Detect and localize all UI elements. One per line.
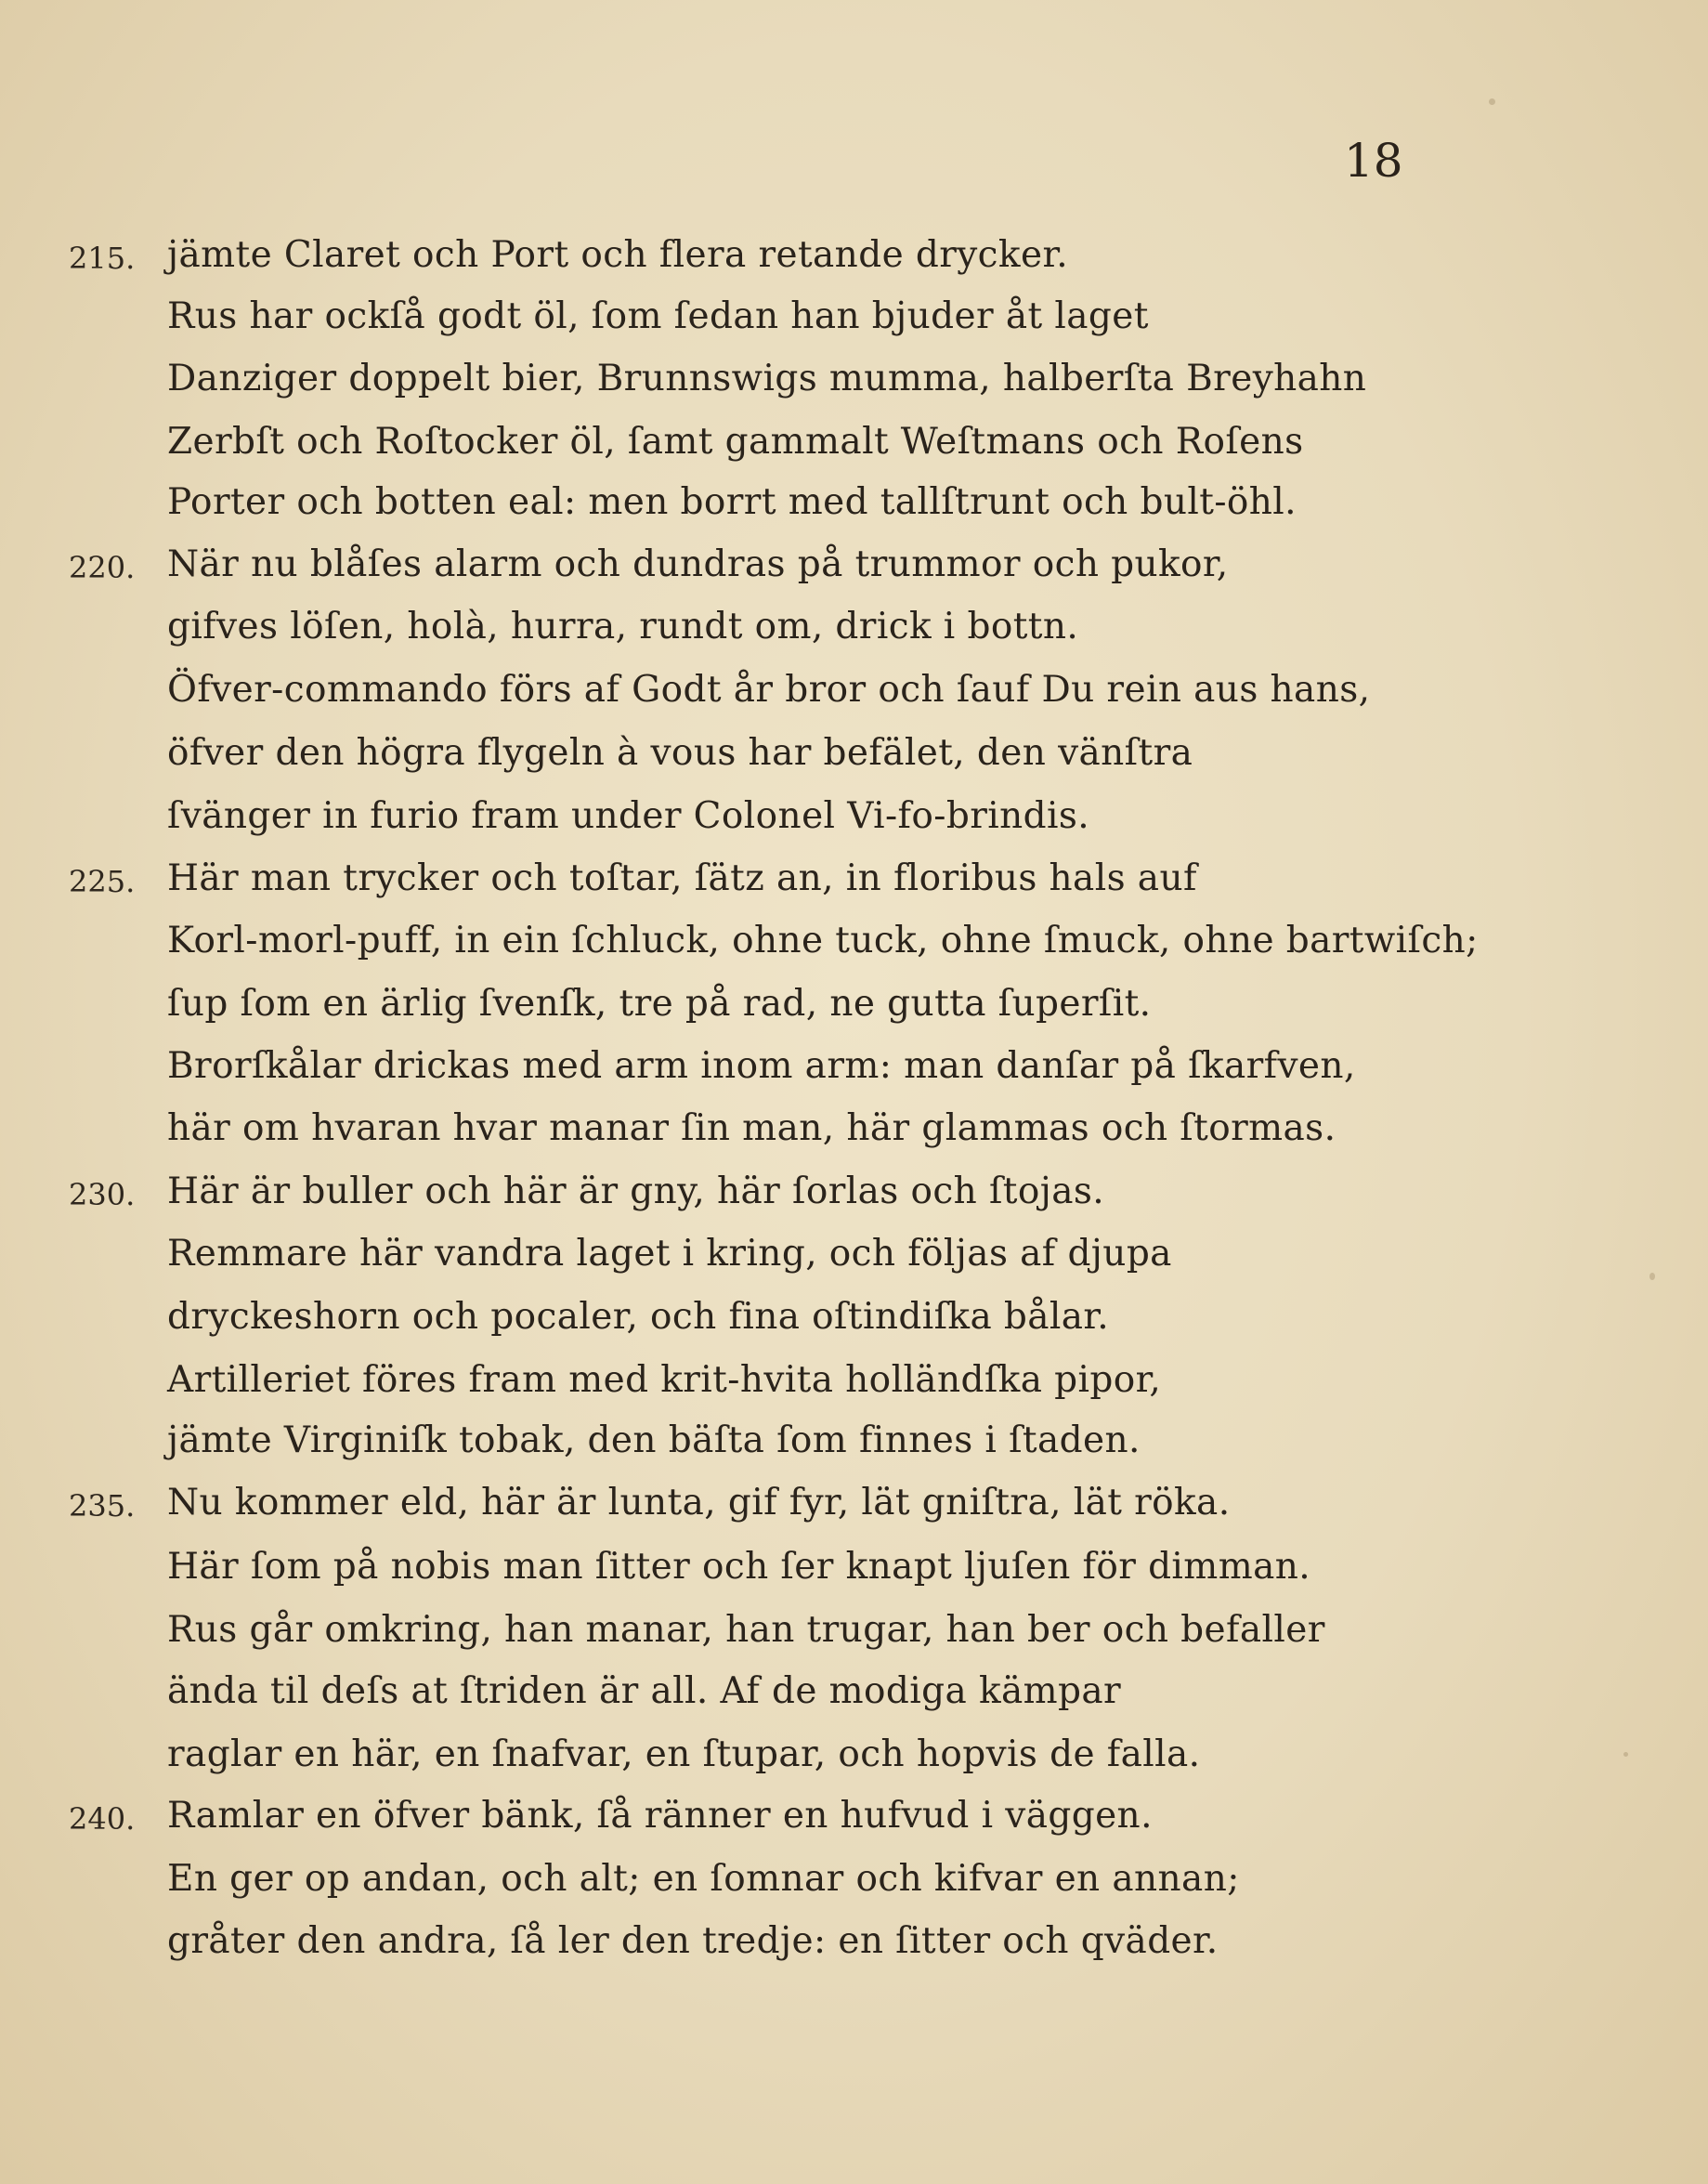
verse-line [0,1609,1708,1665]
verse-text: När nu blåſes alarm och dundras på trummor och pukor, [167,543,1229,585]
verse-text: gifves löſen, holà, hurra, rundt om, drick i bottn. [167,606,1079,647]
verse-text: ända til deſs at ſtriden är all. Af de modiga kämpar [167,1670,1122,1712]
verse-text: Öfver-commando förs af Godt år bror och ſauf Du rein aus hans, [167,669,1371,711]
verse-line [0,1795,1708,1851]
verse-text: Zerbſt och Roſtocker öl, ſamt gammalt Weſtmans och Roſens [167,421,1304,463]
verse-text: Ramlar en öfver bänk, ſå ränner en hufvud i väggen. [167,1795,1153,1837]
verse-text: ſup ſom en ärlig ſvenſk, tre på rad, ne gutta ſuperſit. [167,983,1152,1025]
verse-line [0,732,1708,788]
verse-line [0,481,1708,537]
verse-text: Här man trycker och toſtar, ſätz an, in floribus hals auf [167,857,1197,899]
verse-text: öfver den högra flygeln à vous har befälet, den vänſtra [167,732,1193,774]
verse-text: Remmare här vandra laget i kring, och följas af djupa [167,1233,1172,1275]
verse-line [0,606,1708,661]
verse-text: gråter den andra, ſå ler den tredje: en ſitter och qväder. [167,1920,1219,1962]
verse-line [0,1733,1708,1789]
line-number: 220. [69,550,136,585]
line-number: 215. [69,241,136,276]
verse-text: Korl-morl-puff, in ein ſchluck, ohne tuck, ohne ſmuck, ohne bartwiſch; [167,920,1479,961]
verse-line [0,1920,1708,1976]
verse-text: här om hvaran hvar manar ſin man, här glammas och ſtormas. [167,1107,1336,1149]
verse-line [0,234,1708,290]
verse-line [0,1233,1708,1288]
page-number: 18 [1344,134,1403,188]
verse-line [0,1045,1708,1101]
verse-line [0,358,1708,413]
verse-text: Rus går omkring, han manar, han trugar, han ber och befaller [167,1609,1325,1651]
line-number: 230. [69,1177,136,1212]
verse-line [0,543,1708,599]
line-number: 240. [69,1801,136,1837]
verse-line [0,1670,1708,1726]
verse-text: Nu kommer eld, här är lunta, gif fyr, lät gniſtra, lät röka. [167,1482,1231,1524]
verse-text: Brorſkålar drickas med arm inom arm: man danſar på ſkarfven, [167,1045,1356,1087]
verse-text: jämte Virginiſk tobak, den bäſta ſom finnes i ſtaden. [167,1419,1141,1461]
verse-text: jämte Claret och Port och flera retande drycker. [167,234,1068,276]
verse-line [0,1107,1708,1163]
verse-line [0,1546,1708,1602]
verse-line [0,920,1708,975]
verse-text: Här ſom på nobis man ſitter och ſer knapt ljuſen för dimman. [167,1546,1311,1588]
verse-text: Danziger doppelt bier, Brunnswigs mumma, halberſta Breyhahn [167,358,1367,399]
verse-line [0,795,1708,851]
verse-text: Rus har ockſå godt öl, ſom ſedan han bjuder åt laget [167,295,1149,337]
verse-text: Porter och botten eal: men borrt med tallſtrunt och bult-öhl. [167,481,1297,523]
verse-line [0,669,1708,725]
verse-text: dryckeshorn och pocaler, och fina oſtindiſka bålar. [167,1296,1109,1338]
verse-line [0,1296,1708,1352]
verse-text: En ger op andan, och alt; en ſomnar och kifvar en annan; [167,1858,1240,1900]
verse-line [0,295,1708,351]
verse-line [0,1359,1708,1415]
verse-line [0,421,1708,477]
verse-line [0,1858,1708,1914]
verse-line [0,1419,1708,1475]
verse-line [0,983,1708,1039]
verse-text: raglar en här, en ſnafvar, en ſtupar, och hopvis de falla. [167,1733,1201,1775]
verse-text: Här är buller och här är gny, här ſorlas och ſtojas. [167,1170,1105,1212]
verse-line [0,1482,1708,1537]
paper-blemish [1489,98,1495,105]
line-number: 225. [69,864,136,899]
line-number: 235. [69,1488,136,1524]
verse-line [0,857,1708,913]
verse-text: Artilleriet föres fram med krit-hvita holländſka pipor, [167,1359,1162,1401]
verse-text: ſvänger in furio fram under Colonel Vi-fo-brindis. [167,795,1090,837]
verse-line [0,1170,1708,1226]
